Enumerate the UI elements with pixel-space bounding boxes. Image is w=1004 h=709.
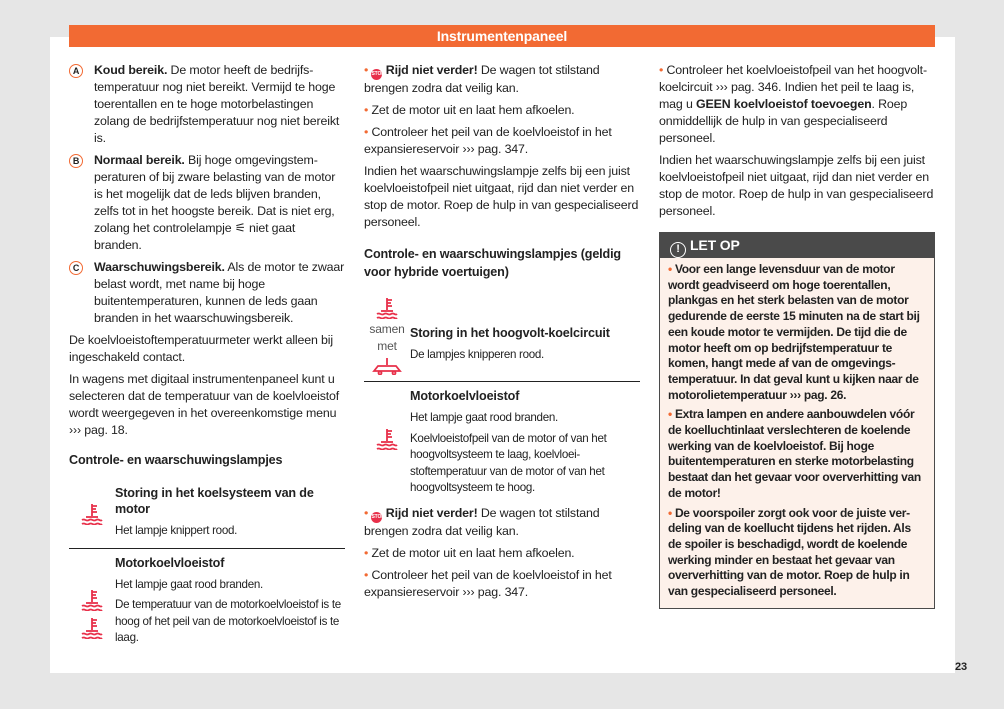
item-title: Normaal bereik. xyxy=(94,153,185,167)
item-text: Als de motor te zwaar belast wordt, met name bij hoge buitentemperaturen, kunnen de leds gaan branden in het waarschuwingsbereik. xyxy=(94,260,345,325)
paragraph: Indien het waarschuwingslampje zelfs bij een juist koelvloeistofpeil niet uitgaat, rijd dan niet verder en stop de motor. Roep de hulp in van gespecialiseerd personeel. xyxy=(364,164,639,229)
lamp-row xyxy=(69,548,345,655)
middle-column xyxy=(364,62,640,606)
bullet-text: De wagen tot stilstand brengen zodra dat veilig kan. xyxy=(364,505,600,538)
marker-a: A xyxy=(69,64,83,78)
bullet-title: Rijd niet verder! xyxy=(385,505,478,520)
warning-text: De voorspoiler zorgt ook voor de juiste verdeling van de koellucht tijdens het rijden. Als de spoiler is beschadigd, wordt de koelende werking minder en bestaat het gevaar van oververhitting van de motor. Roep de hulp in van gespecialiseerd personeel. xyxy=(668,505,911,599)
page-header-banner: Instrumentenpaneel xyxy=(69,25,935,47)
marker-c: C xyxy=(69,261,83,275)
range-item-b xyxy=(69,152,345,254)
car-warning-icon xyxy=(372,357,402,375)
row-text: Het lampje gaat rood branden. xyxy=(410,411,558,424)
bullet: • Zet de motor uit en laat hem afkoelen. xyxy=(364,103,575,117)
left-column xyxy=(69,62,345,655)
coolant-warning-icon xyxy=(375,297,399,319)
warning-item: • Voor een lange levensduur van de motor wordt geadviseerd om hoge toerentallen, plankgas en het sterk belasten van de motor gedurende de eerste 15 minuten na de start bij een koude motor te vermijden. De tijd die de motor heeft om op bedrijfstemperatuur te komen, hangt mede af van de omgevingstemperatuur. In dat geval kunt u kijken naar de motorolietemperatuur ››› pag. 26. xyxy=(668,262,920,402)
paragraph: In wagens met digitaal instrumentenpaneel kunt u selecteren dat de temperatuur van de koelvloeistof wordt weergegeven in het overeenkomstige menu ››› pag. 18. xyxy=(69,372,340,437)
paragraph: De koelvloeistoftemperatuurmeter werkt alleen bij ingeschakeld contact. xyxy=(69,333,333,364)
range-item-a xyxy=(69,62,345,147)
bullet-title: Rijd niet verder! xyxy=(385,63,478,77)
section-heading: Controle- en waarschuwingslampjes xyxy=(69,453,283,467)
bullet-text: Zet de motor uit en laat hem afkoelen. xyxy=(371,545,575,560)
row-title: Motorkoelvloeistof xyxy=(115,555,225,570)
coolant-warning-icon xyxy=(80,589,104,611)
bullet-text: Zet de motor uit en laat hem afkoelen. xyxy=(371,103,575,117)
together-label: samen met xyxy=(369,322,405,353)
row-text: De lampjes knipperen rood. xyxy=(410,348,544,361)
row-title: Storing in het koelsysteem van de motor xyxy=(115,486,314,516)
bullet: • Controleer het peil van de koelvloeistof in het expansiereservoir ››› pag. 347. xyxy=(364,567,612,599)
coolant-warning-icon xyxy=(80,503,104,525)
stop-icon: STOP xyxy=(371,512,382,523)
bullet: • Zet de motor uit en laat hem afkoelen. xyxy=(364,545,575,560)
bullet-text: Controleer het peil van de koelvloeistof in het expansiereservoir ››› pag. 347. xyxy=(364,125,612,156)
row-title: Storing in het hoogvolt-koelcircuit xyxy=(410,326,610,340)
page-number: 23 xyxy=(955,661,967,673)
bullet-text: . Roep onmiddellijk de hulp in van gespecialiseerd personeel. xyxy=(659,97,908,145)
row-text: De temperatuur van de motorkoelvloeistof is te hoog of het peil van de motorkoelvloeistof is te laag. xyxy=(115,598,341,644)
bullet: • STOP Rijd niet verder! De wagen tot stilstand brengen zodra dat veilig kan. xyxy=(364,505,600,538)
bullet-text: De wagen tot stilstand brengen zodra dat veilig kan. xyxy=(364,63,600,95)
right-column xyxy=(659,62,935,609)
coolant-warning-icon xyxy=(375,428,399,450)
bullet-text: Controleer het koelvloeistofpeil van het hoogvolt-koelcircuit ››› pag. 346. Indien het peil te laag is, mag u xyxy=(659,63,927,111)
item-title: Waarschuwingsbereik. xyxy=(94,260,225,274)
marker-b: B xyxy=(69,154,83,168)
exclamation-icon: ! xyxy=(670,242,686,258)
bullet: • Controleer het koelvloeistofpeil van het hoogvolt-koelcircuit ››› pag. 346. Indien het peil te laag is, mag u GEEN koelvloeistof toevoegen. Roep onmiddellijk de hulp in van gespecialiseerd personeel. xyxy=(659,63,927,145)
bullet-text: Controleer het peil van de koelvloeistof in het expansiereservoir ››› pag. 347. xyxy=(364,567,612,599)
warning-title: LET OP xyxy=(690,237,740,253)
coolant-warning-icon xyxy=(80,617,104,639)
range-item-c xyxy=(69,259,345,327)
row-text: Het lampje knippert rood. xyxy=(115,524,238,537)
item-title: Koud bereik. xyxy=(94,63,168,77)
lamp-row xyxy=(69,479,345,548)
bullet-bold: GEEN koelvloeistof toevoegen xyxy=(695,97,872,111)
item-text: De motor heeft de bedrijfstemperatuur nog niet bereikt. Vermijd te hoge toerentallen en te hoge motorbelastingen zolang de bedrijfstemperatuur nog niet bereikt is. xyxy=(94,63,340,145)
section-heading: Controle- en waarschuwingslampjes (geldig voor hybride voertuigen) xyxy=(364,247,621,279)
lamp-row xyxy=(364,291,640,381)
warning-text: Voor een lange levensduur van de motor wordt geadviseerd om hoge toerentallen, plankgas en het sterk belasten van de motor gedurende de eerste 15 minuten na de start bij een koude motor te vermijden. De tijd die de motor heeft om op bedrijfstemperatuur te komen, hangt mede af van de omgevingstemperatuur. In dat geval kunt u kijken naar de motorolietemperatuur ››› pag. 26. xyxy=(668,262,920,402)
row-text: Het lampje gaat rood branden. xyxy=(115,577,263,591)
lamp-row xyxy=(364,381,640,505)
bullet: • STOP Rijd niet verder! De wagen tot stilstand brengen zodra dat veilig kan. xyxy=(364,63,600,95)
warning-item: • Extra lampen en andere aanbouwdelen vóór de koelluchtinlaat verslechteren de koelende werking van de koelvloeistof. Bij hoge buitentemperaturen en sterke motorbelasting bestaat dan het gevaar voor oververhitting van de motor! xyxy=(668,407,921,500)
row-title: Motorkoelvloeistof xyxy=(410,389,520,403)
warning-text: Extra lampen en andere aanbouwdelen vóór de koelluchtinlaat verslechteren de koelende werking van de koelvloeistof. Bij hoge buitentemperaturen en sterke motorbelasting bestaat dan het gevaar voor oververhitting van de motor! xyxy=(668,407,921,500)
row-text: Koelvloeistofpeil van de motor of van het hoogvoltsysteem te laag, koelvloeistoftemperatuur van de motor of van het hoogvoltsysteem te hoog. xyxy=(410,431,607,494)
stop-icon: STOP xyxy=(371,69,382,80)
paragraph: Indien het waarschuwingslampje zelfs bij een juist koelvloeistofpeil niet uitgaat, rijd dan niet verder en stop de motor. Roep de hulp in van gespecialiseerd personeel. xyxy=(659,153,934,218)
item-text: Bij hoge omgevingstemperaturen of bij zware belasting van de motor is het mogelijk dat de leds blijven branden, zelfs tot in het hoogste bereik. Dat is niet erg, zolang het controlelampje ⚟ niet gaat branden. xyxy=(94,153,336,252)
warning-item: • De voorspoiler zorgt ook voor de juiste verdeling van de koellucht tijdens het rijden. Als de spoiler is beschadigd, wordt de koelende werking minder en bestaat het gevaar van oververhitting van de motor. Roep de hulp in van gespecialiseerd personeel. xyxy=(668,505,911,599)
warning-box xyxy=(659,232,935,609)
bullet: • Controleer het peil van de koelvloeistof in het expansiereservoir ››› pag. 347. xyxy=(364,125,612,156)
